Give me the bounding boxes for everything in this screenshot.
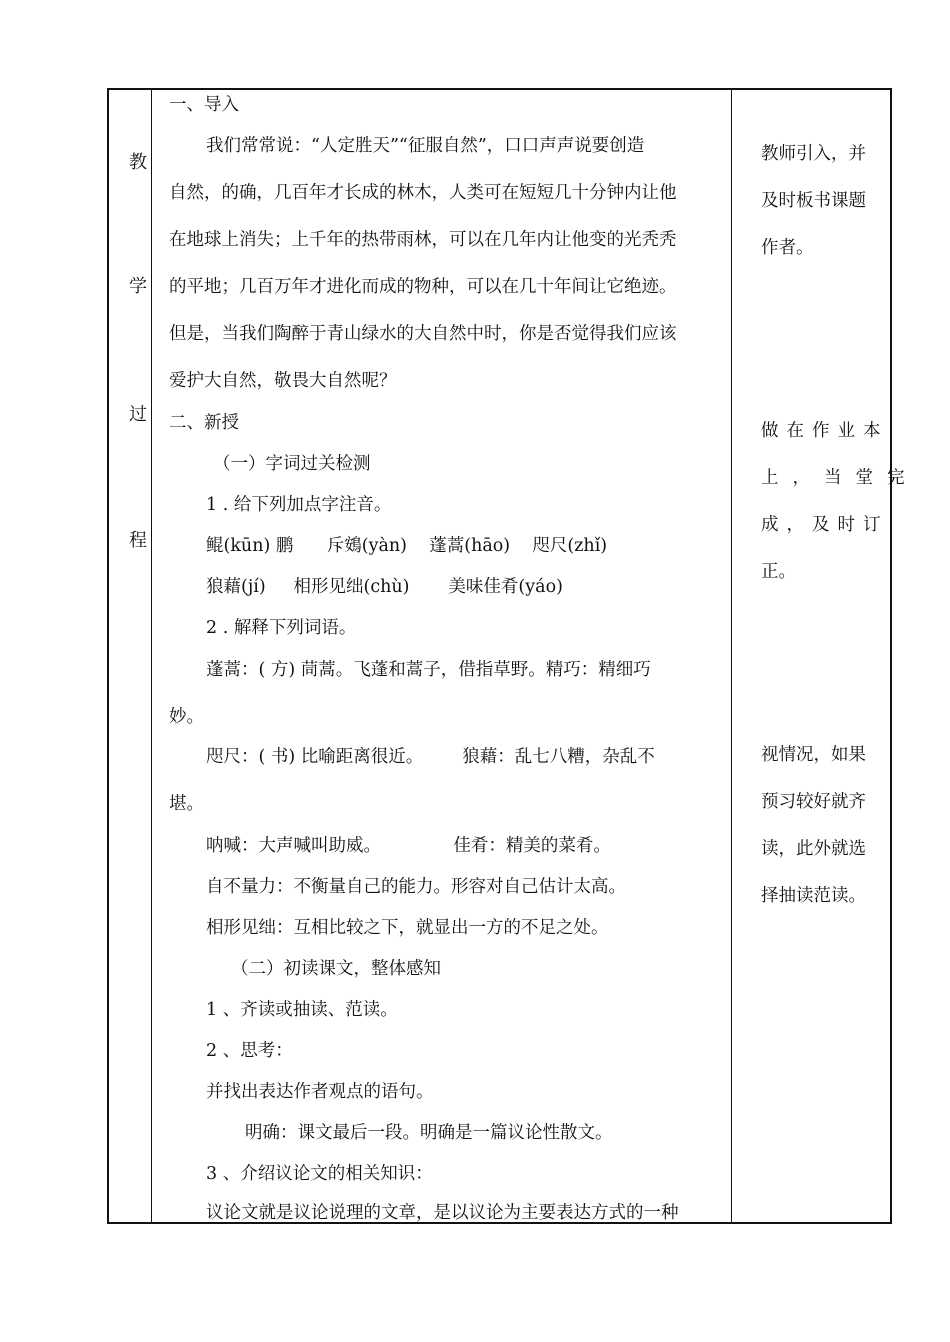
note-line: 预习较好就齐 xyxy=(761,792,866,812)
definition-line: 妙。 xyxy=(169,707,204,727)
text-line: 1 . 给下列加点字注音。 xyxy=(206,495,392,515)
definition-line: 堪。 xyxy=(169,794,204,814)
note-line: 及时板书课题 xyxy=(761,191,866,211)
note-line: 上，当堂完 xyxy=(761,468,919,488)
text-line: 议论文就是议论说理的文章，是以议论为主要表达方式的一种 xyxy=(206,1203,679,1223)
column-divider xyxy=(151,90,152,1222)
row-label-char: 过 xyxy=(129,404,147,425)
definition-line: 相形见绌：互相比较之下，就显出一方的不足之处。 xyxy=(206,918,609,938)
text-line: 1 、齐读或抽读、范读。 xyxy=(206,1000,398,1020)
text-line: 2 、思考： xyxy=(206,1041,293,1061)
row-label-char: 教 xyxy=(129,152,147,173)
note-line: 做在作业本 xyxy=(761,421,889,441)
row-label-char: 学 xyxy=(129,276,147,297)
subsection-heading: （一）字词过关检测 xyxy=(213,454,371,474)
text-line: 并找出表达作者观点的语句。 xyxy=(206,1082,434,1102)
section-heading: 一、导入 xyxy=(169,95,239,115)
note-line: 择抽读范读。 xyxy=(761,886,866,906)
text-line: 我们常常说：“人定胜天”“征服自然”，口口声声说要创造 xyxy=(206,136,645,156)
text-line: 但是，当我们陶醉于青山绿水的大自然中时，你是否觉得我们应该 xyxy=(169,324,677,344)
row-label-char: 程 xyxy=(129,530,147,551)
definition-line: 咫尺：( 书) 比喻距离很近。 狼藉：乱七八糟，杂乱不 xyxy=(206,747,655,767)
section-heading: 二、新授 xyxy=(169,413,239,433)
definition-line: 呐喊：大声喊叫助威。 佳肴：精美的菜肴。 xyxy=(206,836,611,856)
note-line: 成，及时订 xyxy=(761,515,889,535)
lesson-table xyxy=(107,88,919,1224)
note-line: 正。 xyxy=(761,562,796,582)
pinyin-line: 狼藉(jí) 相形见绌(chù) 美味佳肴(yáo) xyxy=(206,577,563,597)
column-divider xyxy=(731,90,732,1222)
note-line: 作者。 xyxy=(761,238,814,258)
note-line: 教师引入，并 xyxy=(761,144,866,164)
text-line: 爱护大自然，敬畏大自然呢？ xyxy=(169,371,397,391)
note-line: 视情况，如果 xyxy=(761,745,866,765)
text-line: 2 . 解释下列词语。 xyxy=(206,618,357,638)
pinyin-line: 鲲(kūn) 鹏 斥鴳(yàn) 蓬蒿(hāo) 咫尺(zhǐ) xyxy=(206,536,608,556)
definition-line: 蓬蒿：( 方) 茼蒿。飞蓬和蒿子，借指草野。精巧：精细巧 xyxy=(206,660,651,680)
text-line: 在地球上消失；上千年的热带雨林，可以在几年内让他变的光秃秃 xyxy=(169,230,677,250)
text-line: 3 、介绍议论文的相关知识： xyxy=(206,1164,433,1184)
text-line: 自然，的确，几百年才长成的林木，人类可在短短几十分钟内让他 xyxy=(169,183,677,203)
subsection-heading: （二）初读课文，整体感知 xyxy=(231,959,441,979)
definition-line: 自不量力：不衡量自己的能力。形容对自己估计太高。 xyxy=(206,877,626,897)
text-line: 明确：课文最后一段。明确是一篇议论性散文。 xyxy=(245,1123,613,1143)
note-line: 读，此外就选 xyxy=(761,839,866,859)
text-line: 的平地；几百万年才进化而成的物种，可以在几十年间让它绝迹。 xyxy=(169,277,677,297)
